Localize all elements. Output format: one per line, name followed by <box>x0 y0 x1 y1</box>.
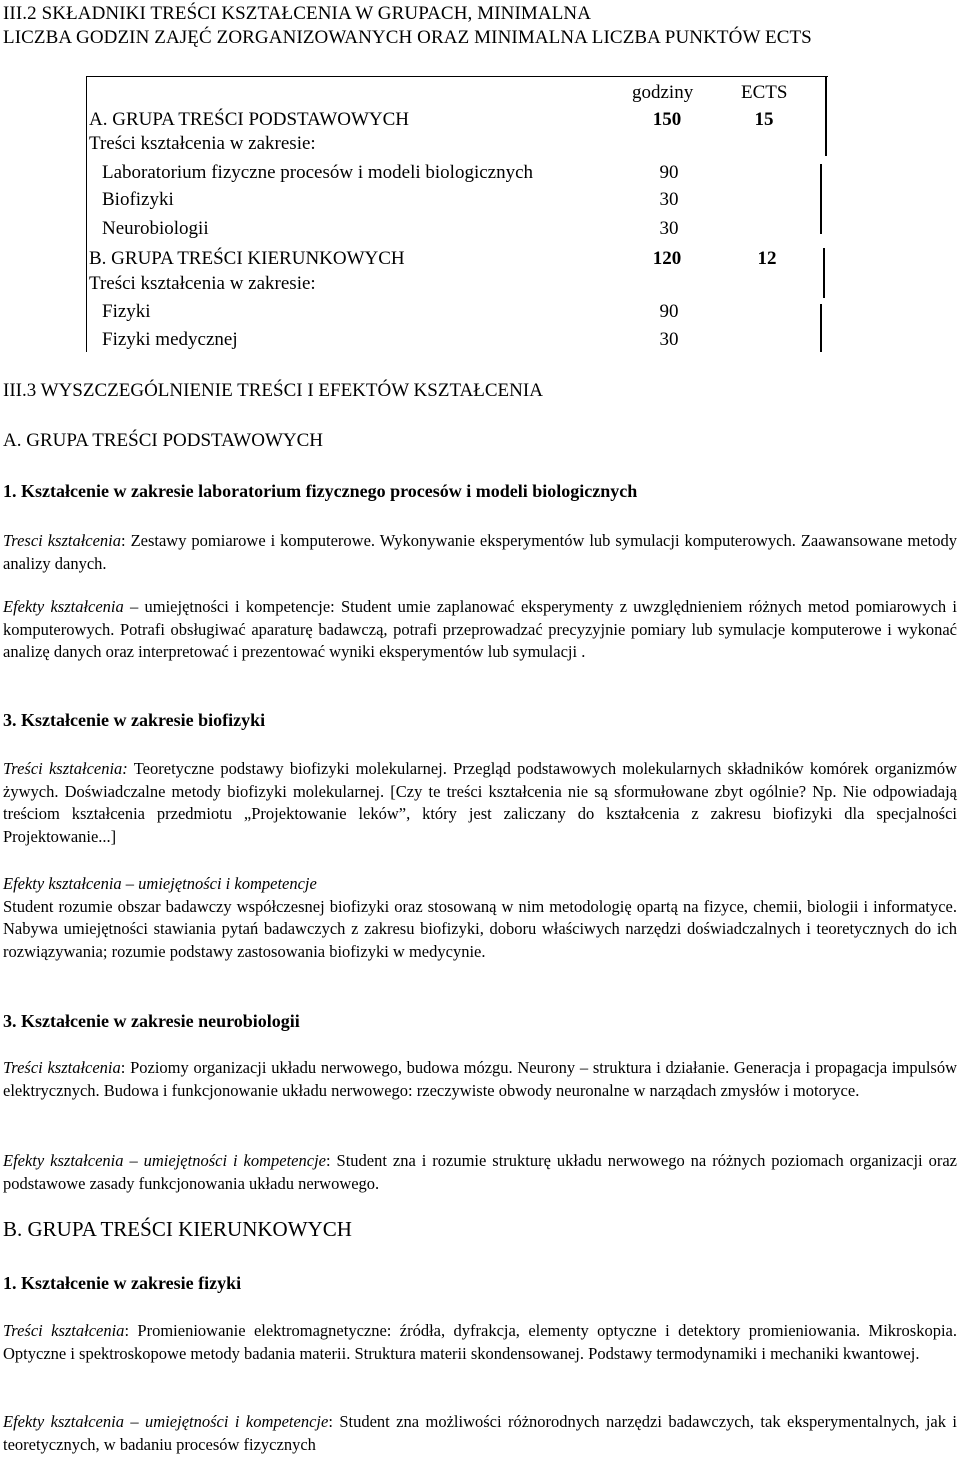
group-b-title: B. GRUPA TREŚCI KIERUNKOWYCH <box>89 248 405 269</box>
a1-effects-text: – umiejętności i kompetencje: Student umie zaplanować eksperymenty z uwzględnieniem różnych metod pomiarowych i komputerowych. Potrafi obsługiwać aparaturę badawczą, potrafi przeprowadzać precyzyjnie pomiary lub symulacje komputerowe i wykonać analizę danych oraz interpretować i prezentować wyniki eksperymentów lub symulacji . <box>3 597 957 661</box>
b1-heading: 1. Kształcenie w zakresie fizyki <box>3 1273 242 1293</box>
a1-effects-label: Efekty kształcenia <box>3 597 124 616</box>
section-3-heading: III.3 WYSZCZEGÓLNIENIE TREŚCI I EFEKTÓW KSZTAŁCENIA <box>3 380 543 401</box>
group-a-heading: A. GRUPA TREŚCI PODSTAWOWYCH <box>3 430 324 451</box>
b1-effects-text: : Student zna możliwości różnorodnych narzędzi badawczych, tak eksperymentalnych, jak i teoretycznych, w badaniu procesów fizycznych <box>3 1412 957 1454</box>
group-b-sub: Treści kształcenia w zakresie: <box>89 273 316 294</box>
group-a-item-hours: 30 <box>659 189 679 210</box>
group-b-hours: 120 <box>652 248 682 269</box>
a1-heading: 1. Kształcenie w zakresie laboratorium fizycznego procesów i modeli biologicznych <box>3 481 638 501</box>
b1-effects <box>3 1411 957 1456</box>
group-b-item-hours: 90 <box>659 301 679 322</box>
a2-effects-label: Efekty kształcenia – umiejętności i kompetencje <box>3 874 317 893</box>
group-a-item-hours: 30 <box>659 218 679 239</box>
group-a-hours: 150 <box>652 109 682 130</box>
a1-effects <box>3 596 957 664</box>
a2-effects <box>3 873 957 963</box>
a3-content <box>3 1057 957 1102</box>
group-a-title: A. GRUPA TREŚCI PODSTAWOWYCH <box>89 109 410 130</box>
a3-effects-text: : Student zna i rozumie strukturę układu nerwowego na różnych poziomach organizacji oraz podstawowe zasady funkcjonowania układu nerwowego. <box>3 1151 957 1193</box>
header-line-2: LICZBA GODZIN ZAJĘĆ ZORGANIZOWANYCH ORAZ MINIMALNA LICZBA PUNKTÓW ECTS <box>3 27 812 48</box>
group-b-heading: B. GRUPA TREŚCI KIERUNKOWYCH <box>3 1217 352 1241</box>
col-hours-header: godziny <box>632 82 694 103</box>
group-b-ects: 12 <box>757 248 777 269</box>
b1-content-text: : Promieniowanie elektromagnetyczne: źródła, dyfrakcja, elementy optyczne i detektory promieniowania. Mikroskopia. Optyczne i spektroskopowe metody badania materii. Struktura materii skondensowanej. Podstawy termodynamiki i mechaniki kwantowej. <box>3 1321 957 1363</box>
b1-content <box>3 1320 957 1365</box>
col-ects-header: ECTS <box>741 82 788 103</box>
group-b-item-hours: 30 <box>659 329 679 350</box>
a3-heading: 3. Kształcenie w zakresie neurobiologii <box>3 1011 300 1031</box>
a2-content-label: Treści kształcenia: <box>3 759 128 778</box>
a2-content <box>3 758 957 848</box>
a1-content-label: Tresci kształcenia <box>3 531 122 550</box>
a3-effects-label: Efekty kształcenia – umiejętności i kompetencje <box>3 1151 326 1170</box>
group-b-item: Fizyki medycznej <box>102 329 238 350</box>
group-a-item-hours: 90 <box>659 162 679 183</box>
group-a-item: Biofizyki <box>102 189 174 210</box>
group-a-sub: Treści kształcenia w zakresie: <box>89 133 316 154</box>
a2-effects-text: Student rozumie obszar badawczy współczesnej biofizyki oraz stosowaną w nim metodologię opartą na fizyce, chemii, biologii i informatyce. Nabywa umiejętności stawiania pytań badawczych z zakresu biofizyki, doboru właściwych narzędzi doświadczalnych i teoretycznych do ich rozwiązywania; rozumie podstawy zastosowania biofizyki w medycynie. <box>3 896 957 961</box>
a1-content <box>3 530 957 575</box>
group-b-item: Fizyki <box>102 301 151 322</box>
group-a-item: Laboratorium fizyczne procesów i modeli biologicznych <box>102 162 534 183</box>
b1-content-label: Treści kształcenia <box>3 1321 125 1340</box>
header-line-1: III.2 SKŁADNIKI TREŚCI KSZTAŁCENIA W GRUPACH, MINIMALNA <box>3 3 592 24</box>
group-a-ects: 15 <box>754 109 774 130</box>
a3-effects <box>3 1150 957 1195</box>
a2-heading: 3. Kształcenie w zakresie biofizyki <box>3 710 266 730</box>
group-a-item: Neurobiologii <box>102 218 209 239</box>
a1-content-text: : Zestawy pomiarowe i komputerowe. Wykonywanie eksperymentów lub symulacji komputerowych. Zaawansowane metody analizy danych. <box>3 531 957 573</box>
a2-content-text: Teoretyczne podstawy biofizyki molekularnej. Przegląd podstawowych molekularnych składników komórek organizmów żywych. Doświadczalne metody biofizyki molekularnej. [Czy te treści kształcenia nie są sformułowane zbyt ogólnie? Np. Nie odpowiadają treściom kształcenia przedmiotu „Projektowanie leków”, który jest zaliczany do kształcenia z zakresu biofizyki dla specjalności Projektowanie...] <box>3 759 957 846</box>
b1-effects-label: Efekty kształcenia – umiejętności i kompetencje <box>3 1412 329 1431</box>
a3-content-text: : Poziomy organizacji układu nerwowego, budowa mózgu. Neurony – struktura i działanie. Generacja i propagacja impulsów elektrycznych. Budowa i funkcjonowanie układu nerwowego: rzeczywiste obwody neuronalne w narządach zmysłów i motoryce. <box>3 1058 958 1100</box>
ects-table <box>86 76 828 352</box>
a3-content-label: Treści kształcenia <box>3 1058 121 1077</box>
